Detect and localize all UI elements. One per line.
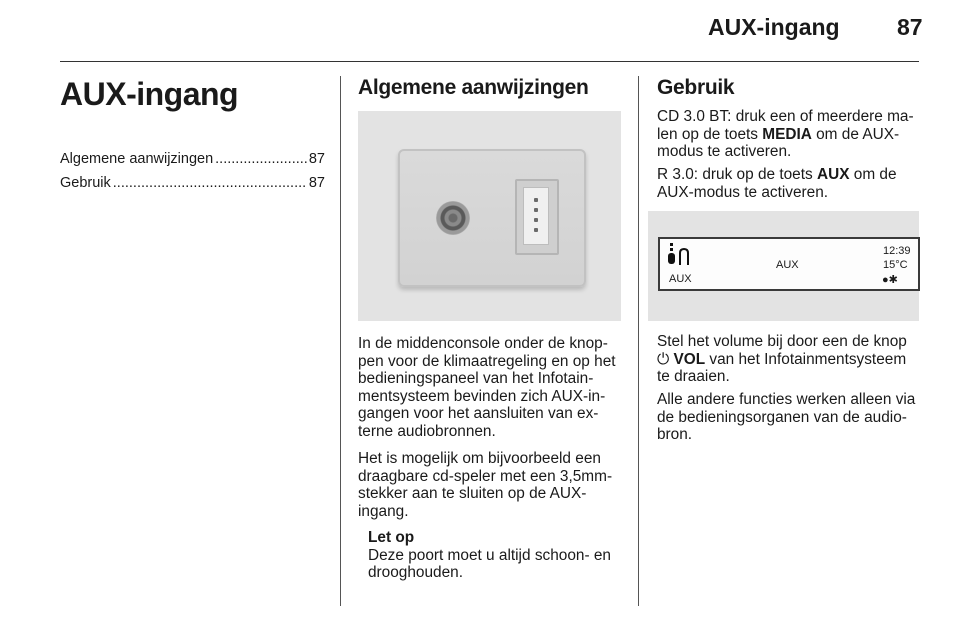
- toc-entry-page: 87: [308, 151, 325, 167]
- display-source-label: AUX: [669, 273, 692, 285]
- toc-entry[interactable]: [60, 175, 325, 199]
- vol-key: VOL: [673, 350, 706, 368]
- toc-entry-label: Algemene aanwijzingen: [60, 151, 214, 167]
- section-title-usage: Gebruik: [657, 76, 735, 99]
- page-number: 87: [897, 14, 923, 40]
- aux-jack-icon: [436, 201, 470, 235]
- display-screen: [658, 237, 920, 291]
- toc-entry-label: Gebruik: [60, 175, 111, 191]
- note-box: Let op Deze poort moet u altijd schoon- en drooghouden.: [368, 529, 611, 581]
- aux-port-photo: [358, 111, 621, 321]
- paragraph-r30-aux: R 3.0: druk op de toets AUX om de AUX-modus te activeren.: [657, 166, 897, 201]
- column-divider-right: [638, 76, 639, 606]
- display-clock: 12:39: [883, 245, 911, 257]
- paragraph-console-inputs: In de middenconsole onder de knop- pen voor de klimaatregeling en op het bedieningspaneel van het Infotain- mentsysteem bevinden zich AUX-in- gangen voor het aansluiten van ex- terne audiobronnen.: [358, 335, 616, 440]
- column-divider-left: [340, 76, 341, 606]
- running-header-title: AUX-ingang: [708, 14, 840, 40]
- paragraph-cd30-media: CD 3.0 BT: druk een of meerdere ma- len op de toets MEDIA om de AUX- modus te activeren.: [657, 108, 914, 160]
- toc-entry-page: 87: [308, 175, 325, 191]
- port-plate: [398, 149, 586, 287]
- power-knob-icon: ⏻: [657, 350, 670, 368]
- infotainment-display-illustration: [648, 211, 919, 321]
- display-mode-label: AUX: [776, 259, 799, 271]
- paragraph-cd-player: Het is mogelijk om bijvoorbeeld een draagbare cd-speler met een 3,5mm- stekker aan te sluiten op de AUX- ingang.: [358, 450, 613, 520]
- usb-contact: [534, 218, 538, 222]
- toc-entry[interactable]: [60, 151, 325, 175]
- header-rule: [60, 61, 919, 62]
- media-key: MEDIA: [762, 125, 812, 143]
- aux-key: AUX: [817, 166, 850, 183]
- toc-leader-dots: [215, 151, 307, 167]
- usb-contact: [534, 208, 538, 212]
- section-title-general: Algemene aanwijzingen: [358, 76, 589, 99]
- paragraph-volume: Stel het volume bij door een de knop ⏻ VOL van het Infotainmentsysteem te draaien.: [657, 333, 907, 385]
- paragraph-other-functions: Alle andere functies werken alleen via de bedieningsorganen van de audio- bron.: [657, 391, 916, 443]
- toc-leader-dots: [113, 175, 307, 191]
- usb-port-icon: [515, 179, 559, 255]
- display-temperature: 15°C: [883, 259, 908, 271]
- bluetooth-icon: ●✱: [882, 274, 898, 286]
- note-title: Let op: [368, 529, 415, 546]
- chapter-toc: [60, 151, 325, 199]
- usb-contact: [534, 228, 538, 232]
- usb-contact: [534, 198, 538, 202]
- music-note-icon: [668, 243, 698, 269]
- usb-port-slot: [523, 187, 549, 245]
- chapter-title: AUX-ingang: [60, 76, 239, 112]
